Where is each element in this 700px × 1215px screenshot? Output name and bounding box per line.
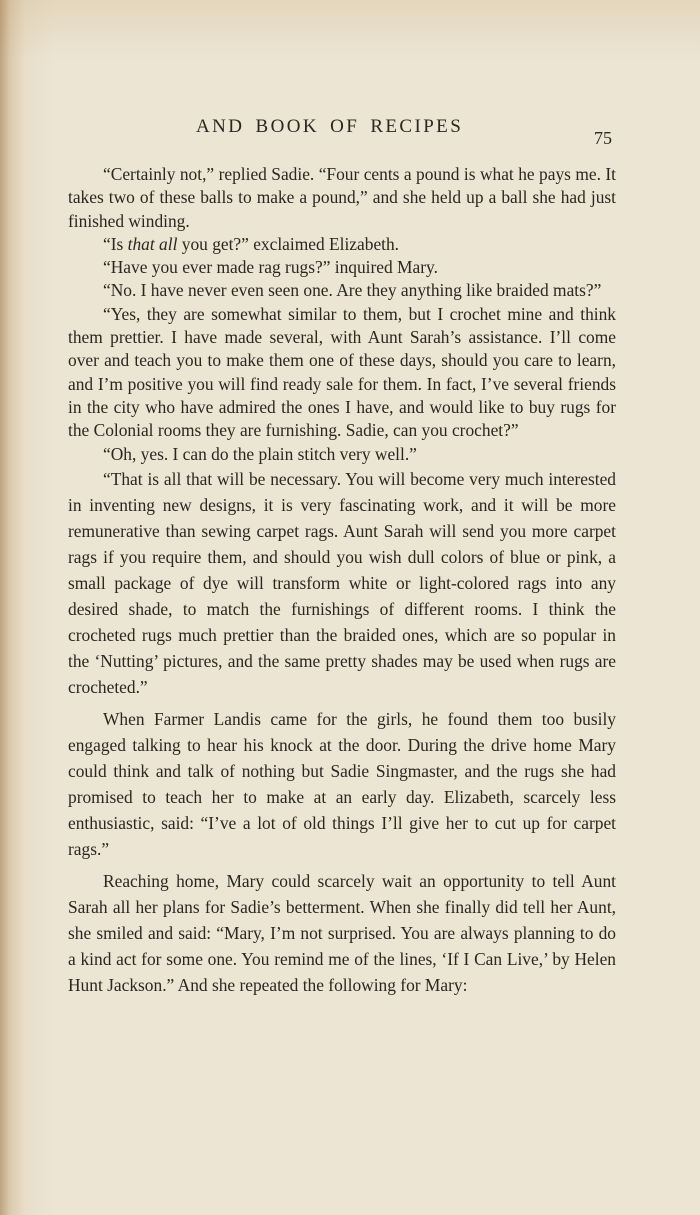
paragraph-1: “Certainly not,” replied Sadie. “Four cents a pound is what he pays me. It takes two of these balls to make a pound,” and she held up a ball she had just finished winding.: [68, 164, 616, 231]
paragraph-4: “No. I have never even seen one. Are they anything like braided mats?”: [103, 280, 602, 301]
paragraph-2-after: you get?” exclaimed Elizabeth.: [177, 233, 400, 254]
paragraph-8: When Farmer Landis came for the girls, he found them too busily engaged talking to hear his knock at the door. During the drive home Mary could think and talk of nothing but Sadie Singmaster, and the rugs she had promised to teach her to make at an early day. Elizabeth, scarcely less enthusiastic, said: “I’ve a lot of old things I’ll give her to cut up for carpet rags.”: [68, 708, 616, 859]
paragraph-5: “Yes, they are somewhat similar to them, but I crochet mine and think them prettier. I have made several, with Aunt Sarah’s assistance. I’ll come over and teach you to make them one of these days, should you care to learn, and I’m positive you will find ready sale for them. In fact, I’ve several friends in the city who have admired the ones I have, and would like to buy rugs for the Colonial rooms they are furnishing. Sadie, can you crochet?”: [68, 303, 616, 441]
paragraph-9: Reaching home, Mary could scarcely wait an opportunity to tell Aunt Sarah all her plans for Sadie’s betterment. When she finally did tell her Aunt, she smiled and said: “Mary, I’m not surprised. You are always planning to do a kind act for some one. You remind me of the lines, ‘If I Can Live,’ by Helen Hunt Jackson.” And she repeated the following for Mary:: [68, 870, 616, 995]
paragraph-7: “That is all that will be necessary. You will become very much interested in inventing new designs, it is very fascinating work, and it will be more remunerative than sewing carpet rags. Aunt Sarah will send you more carpet rags if you require them, and should you wish dull colors of blue or pink, a small package of dye will transform white or light-colored rags into any desired shade, to match the furnishings of different rooms. I think the crocheted rugs much prettier than the braided ones, which are so popular in the ‘Nutting’ pictures, and the same pretty shades may be used when rugs are crocheted.”: [68, 468, 616, 697]
paragraph-2-before: “Is: [103, 233, 128, 254]
paragraph-2-emphasis: that all: [127, 233, 178, 254]
running-head: AND BOOK OF RECIPES: [196, 116, 464, 137]
paragraph-2: [68, 233, 616, 256]
page-number: 75: [594, 128, 612, 148]
page-header: [0, 116, 700, 146]
body-text: [68, 163, 616, 998]
paragraph-3: “Have you ever made rag rugs?” inquired Mary.: [103, 257, 438, 278]
paragraph-6: “Oh, yes. I can do the plain stitch very well.”: [103, 443, 417, 464]
